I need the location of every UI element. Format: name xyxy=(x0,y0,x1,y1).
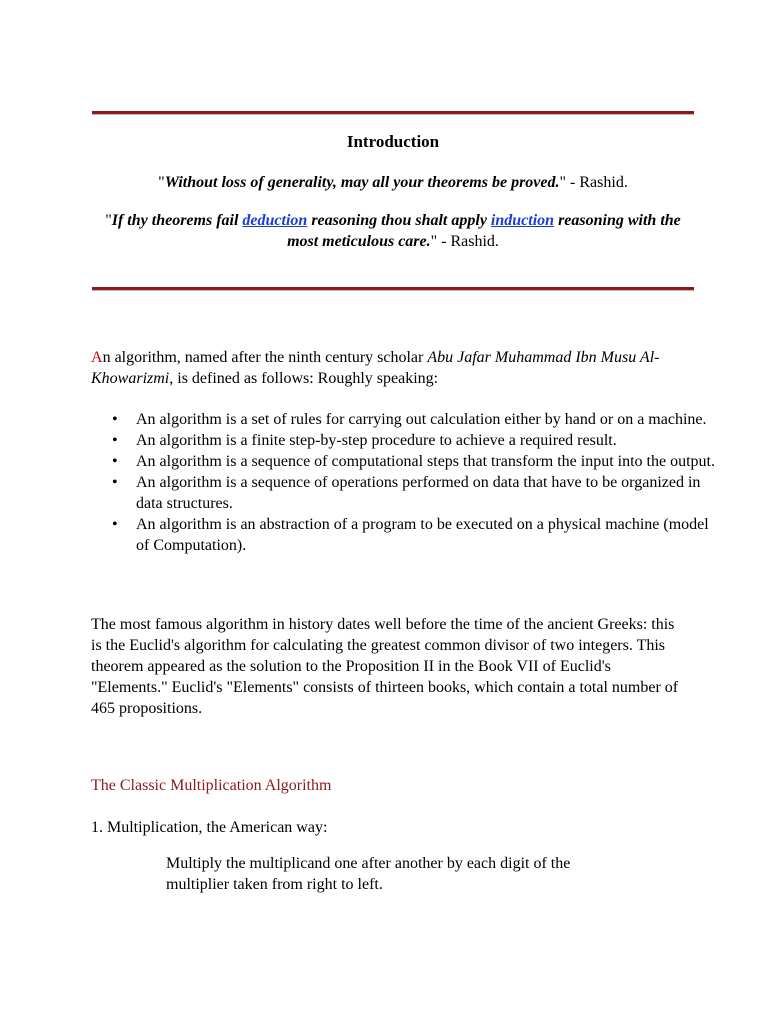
list-item-text: An algorithm is a finite step-by-step procedure to achieve a required result. xyxy=(136,432,617,449)
list-item-text: An algorithm is a sequence of operations performed on data that have to be organized in data structures. xyxy=(136,474,701,512)
definition-list xyxy=(91,409,726,556)
list-item xyxy=(112,472,726,514)
list-item-text: An algorithm is a sequence of computational steps that transform the input into the output. xyxy=(136,453,715,470)
drop-cap: A xyxy=(91,349,103,366)
history-paragraph: The most famous algorithm in history dates well before the time of the ancient Greeks: this is the Euclid's algorithm for calculating the greatest common divisor of two integers. This theorem appeared as the solution to the Proposition II in the Book VII of Euclid's "Elements." Euclid's "Elements" consists of thirteen books, which contain a total number of 465 propositions. xyxy=(91,616,679,717)
quote-generality xyxy=(92,172,694,193)
quote-attribution: - Rashid. xyxy=(437,233,499,250)
quote-open-mark: " xyxy=(158,174,165,191)
intro-text-before: n algorithm, named after the ninth century scholar xyxy=(102,349,428,366)
list-item xyxy=(112,451,726,472)
quote-text: Without loss of generality, may all your theorems be proved. xyxy=(164,174,560,191)
quote-attribution: - Rashid. xyxy=(566,174,628,191)
bottom-divider xyxy=(92,287,694,290)
quote-text-part2: reasoning thou shalt apply xyxy=(307,212,491,229)
quote-text-part1: If thy theorems fail xyxy=(111,212,243,229)
list-item xyxy=(112,514,726,556)
intro-paragraph xyxy=(91,347,681,389)
bullet-icon: • xyxy=(112,474,118,491)
quote-close-mark: " xyxy=(430,233,438,250)
step-description: Multiply the multiplicand one after another by each digit of the multiplier taken from right to left. xyxy=(166,855,571,893)
quote-text-part3: reasoning with the most meticulous care. xyxy=(287,212,681,250)
scholar-name: Abu Jafar Muhammad Ibn Musu Al-Khowarizmi xyxy=(91,349,660,387)
list-item xyxy=(112,430,726,451)
quote-induction xyxy=(92,210,694,252)
bullet-icon: • xyxy=(112,411,118,428)
page-title: Introduction xyxy=(346,132,440,151)
section-heading: The Classic Multiplication Algorithm xyxy=(91,777,332,794)
intro-text-after: , is defined as follows: Roughly speaking: xyxy=(169,370,439,387)
step-label: 1. Multiplication, the American way: xyxy=(91,819,328,836)
quote-close-mark: " xyxy=(559,174,567,191)
list-item xyxy=(112,409,726,430)
list-item-text: An algorithm is an abstraction of a program to be executed on a physical machine (model of Computation). xyxy=(136,516,709,554)
top-divider xyxy=(92,111,694,114)
bullet-icon: • xyxy=(112,432,118,449)
quote-open-mark: " xyxy=(105,212,112,229)
induction-link[interactable]: induction xyxy=(490,212,555,229)
bullet-icon: • xyxy=(112,516,118,533)
list-item-text: An algorithm is a set of rules for carrying out calculation either by hand or on a machine. xyxy=(136,411,707,428)
bullet-icon: • xyxy=(112,453,118,470)
deduction-link[interactable]: deduction xyxy=(242,212,308,229)
